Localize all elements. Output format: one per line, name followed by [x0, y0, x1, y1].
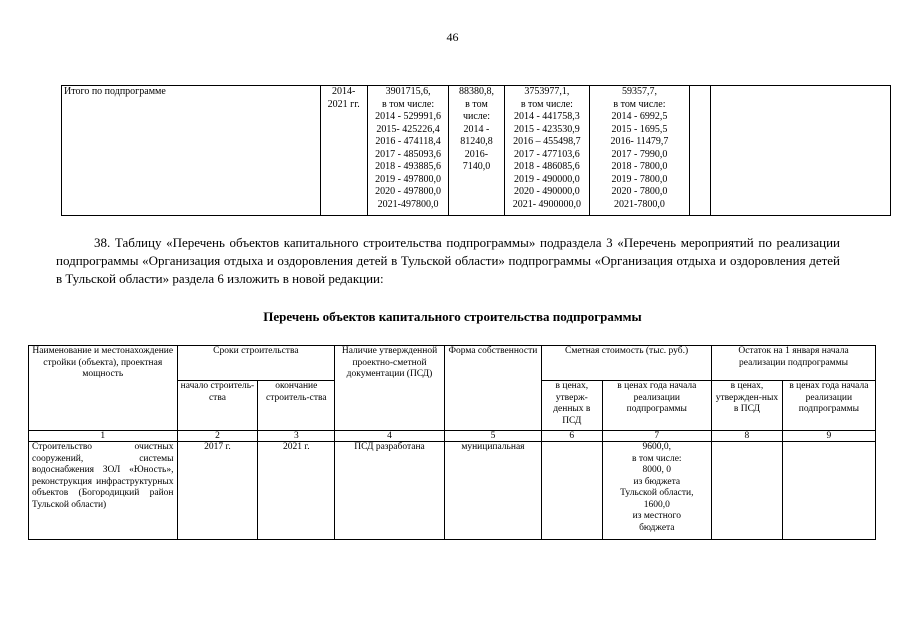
col-number: 6 — [542, 431, 602, 442]
object-rest-year — [782, 442, 875, 540]
object-psd: ПСД разработана — [335, 442, 445, 540]
cell-line: 2016 – 455498,7 — [513, 136, 581, 147]
paragraph-38: 38. Таблицу «Перечень объектов капитального строительства подпрограммы» подраздела 3 «Перечень мероприятий по реализации подпрограммы «Организация отдыха и оздоровления детей в Тульской области» подпрограммы «Организация отдыха и оздоровления детей в Тульской области» раздела 6 изложить в новой редакции: — [56, 235, 840, 286]
cell-line: 2017 - 477103,6 — [513, 148, 580, 160]
header-cost-psd: в ценах, утверж-денных в ПСД — [542, 381, 602, 431]
cell-line: в том числе: — [520, 98, 573, 110]
summary-federal — [449, 86, 504, 216]
cell-line: 2021 гг. — [327, 98, 360, 110]
summary-empty-1 — [689, 86, 710, 216]
cell-line: 2016 - 474118,4 — [375, 136, 441, 147]
object-cost-year — [602, 442, 712, 540]
col-number: 8 — [712, 431, 783, 442]
object-rest-psd — [712, 442, 783, 540]
summary-period — [320, 86, 367, 216]
cell-line: 3901715,6, — [385, 86, 431, 97]
cell-line: 2014 - — [463, 123, 490, 135]
col-number: 2 — [177, 431, 258, 442]
header-terms: Сроки строительства — [177, 346, 335, 381]
header-rest-year: в ценах года начала реализации подпрограммы — [782, 381, 875, 431]
summary-total — [367, 86, 448, 216]
cell-line: 2016- 11479,7 — [610, 136, 669, 147]
cell-line: 2014 - 529991,6 — [375, 111, 441, 122]
cell-line: 2017 - 7990,0 — [611, 148, 668, 160]
cell-line: в том числе: — [613, 98, 666, 110]
cell-line: в том числе: — [632, 453, 682, 464]
col-number: 3 — [258, 431, 335, 442]
col-number: 5 — [444, 431, 541, 442]
cell-line: 2021-7800,0 — [614, 198, 665, 210]
cell-line: 2019 - 497800,0 — [375, 173, 441, 185]
summary-regional — [504, 86, 590, 216]
cell-line: из местного — [632, 511, 681, 521]
column-numbers-row — [29, 431, 876, 442]
cell-line: 81240,8 — [460, 136, 493, 147]
summary-local — [590, 86, 690, 216]
object-name: Строительство очистных сооружений, системы водоснабжения ЗОЛ «Юность», реконструкция инфраструктурных объектов (Богородицкий район Тульской области) — [29, 442, 178, 540]
object-start: 2017 г. — [177, 442, 258, 540]
header-cost: Сметная стоимость (тыс. руб.) — [542, 346, 712, 381]
object-cost-psd — [542, 442, 602, 540]
header-cost-year: в ценах года начала реализации подпрограммы — [602, 381, 712, 431]
cell-line: 2014- — [332, 86, 356, 97]
cell-line: 2020 - 7800,0 — [611, 186, 668, 197]
cell-line: 59357,7, — [621, 86, 657, 97]
cell-line: 2019 - 7800,0 — [611, 173, 668, 185]
summary-table — [61, 85, 891, 216]
cell-line: в том числе: — [382, 98, 435, 110]
cell-line: 1600,0 — [643, 499, 670, 510]
cell-line: 2019 - 490000,0 — [513, 173, 580, 185]
cell-line: 2015 - 1695,5 — [611, 123, 668, 135]
cell-line: 2015- 425226,4 — [376, 123, 440, 135]
cell-line: 7140,0 — [462, 161, 491, 172]
cell-line: 2015 - 423530,9 — [513, 123, 580, 135]
header-row-1 — [29, 346, 876, 381]
header-name: Наименование и местонахождение стройки (объекта), проектная мощность — [29, 346, 178, 431]
cell-line: 8000, 0 — [642, 465, 672, 475]
cell-line: 2018 - 493885,6 — [375, 161, 441, 172]
col-number: 7 — [602, 431, 712, 442]
table-row — [29, 442, 876, 540]
cell-line: 2016- — [464, 148, 489, 160]
header-end: окончание строитель-ства — [258, 381, 335, 431]
cell-line: 9600,0, — [642, 442, 672, 452]
object-end: 2021 г. — [258, 442, 335, 540]
summary-label: Итого по подпрограмме — [62, 86, 321, 216]
cell-line: 2018 - 7800,0 — [611, 161, 668, 172]
page-number: 46 — [446, 30, 459, 44]
col-number: 4 — [335, 431, 445, 442]
cell-line: бюджета — [639, 522, 675, 533]
header-rest: Остаток на 1 января начала реализации подпрограммы — [712, 346, 876, 381]
cell-line: числе: — [462, 111, 490, 122]
cell-line: 2021- 4900000,0 — [512, 198, 582, 210]
cell-line: 2021-497800,0 — [377, 198, 439, 210]
cell-line: 2020 - 497800,0 — [375, 186, 441, 197]
header-ownership: Форма собственности — [444, 346, 541, 431]
cell-line: 88380,8, — [458, 86, 494, 97]
cell-line: 2014 - 6992,5 — [611, 111, 668, 122]
header-rest-psd: в ценах, утвержден-ных в ПСД — [712, 381, 783, 431]
header-psd: Наличие утвержденной проектно-сметной документации (ПСД) — [335, 346, 445, 431]
table-row — [62, 86, 891, 216]
cell-line: 2018 - 486085,6 — [513, 161, 580, 172]
header-start: начало строитель-ства — [177, 381, 258, 431]
object-ownership: муниципальная — [444, 442, 541, 540]
cell-line: в том — [465, 98, 488, 110]
section-title: Перечень объектов капитального строительства подпрограммы — [263, 309, 642, 324]
summary-empty-2 — [710, 86, 890, 216]
cell-line: Тульской области, — [620, 488, 694, 498]
col-number: 9 — [782, 431, 875, 442]
objects-table — [28, 345, 876, 540]
cell-line: 2014 - 441758,3 — [513, 111, 580, 122]
cell-line: 2017 - 485093,6 — [375, 148, 441, 160]
cell-line: 2020 - 490000,0 — [513, 186, 580, 197]
col-number: 1 — [29, 431, 178, 442]
cell-line: из бюджета — [633, 476, 681, 487]
cell-line: 3753977,1, — [524, 86, 570, 97]
